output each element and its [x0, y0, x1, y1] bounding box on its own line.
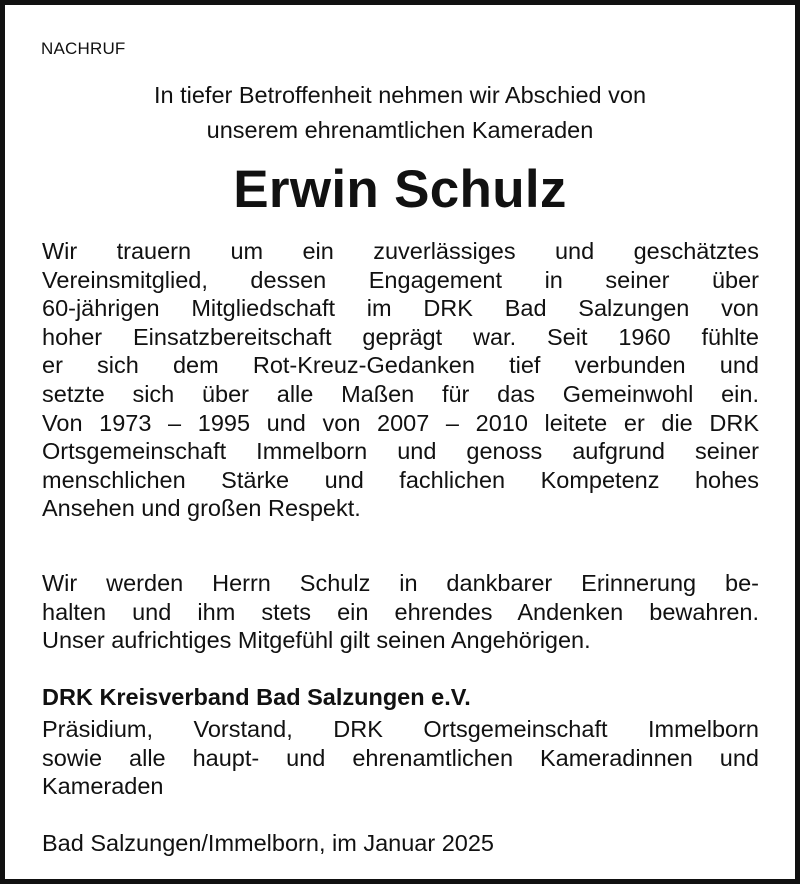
paragraph-line: menschlichen Stärke und fachlichen Kompetenz hohes [42, 466, 759, 493]
notice-type-label: NACHRUF [41, 39, 126, 58]
place-and-date: Bad Salzungen/Immelborn, im Januar 2025 [42, 830, 494, 856]
signatories-line: Kameraden [42, 773, 164, 800]
paragraph-line: Von 1973 – 1995 und von 2007 – 2010 leitete er die DRK [42, 409, 759, 436]
paragraph-line: 60-jährigen Mitgliedschaft im DRK Bad Salzungen von [42, 295, 759, 322]
paragraph-line: hoher Einsatzbereitschaft geprägt war. Seit 1960 fühlte [42, 323, 759, 350]
signatories [42, 715, 759, 801]
deceased-name: Erwin Schulz [233, 160, 567, 219]
paragraph-line: Ansehen und großen Respekt. [42, 495, 361, 522]
paragraph-line: Wir werden Herrn Schulz in dankbarer Erinnerung be- [42, 570, 759, 596]
paragraph-line: Wir trauern um ein zuverlässiges und geschätztes [42, 238, 759, 264]
signatories-line: Präsidium, Vorstand, DRK Ortsgemeinschaft Immelborn [42, 716, 759, 742]
intro-line: In tiefer Betroffenheit nehmen wir Abschied von [153, 82, 647, 108]
tribute-paragraph [42, 237, 759, 523]
intro-text [35, 78, 765, 148]
paragraph-line: Unser aufrichtiges Mitgefühl gilt seinen Angehörigen. [42, 627, 591, 654]
paragraph-line: er sich dem Rot-Kreuz-Gedanken tief verbunden und [42, 352, 759, 379]
intro-line: unserem ehrenamtlichen Kameraden [206, 117, 594, 143]
paragraph-line: Ortsgemeinschaft Immelborn und genoss aufgrund seiner [42, 438, 759, 465]
paragraph-line: setzte sich über alle Maßen für das Gemeinwohl ein. [42, 380, 759, 407]
signatories-line: sowie alle haupt- und ehrenamtlichen Kameradinnen und [42, 744, 759, 771]
organization-name: DRK Kreisverband Bad Salzungen e.V. [42, 684, 471, 710]
paragraph-line: Vereinsmitglied, dessen Engagement in seiner über [42, 266, 759, 293]
remembrance-paragraph [42, 569, 759, 655]
paragraph-line: halten und ihm stets ein ehrendes Andenken bewahren. [42, 598, 759, 625]
